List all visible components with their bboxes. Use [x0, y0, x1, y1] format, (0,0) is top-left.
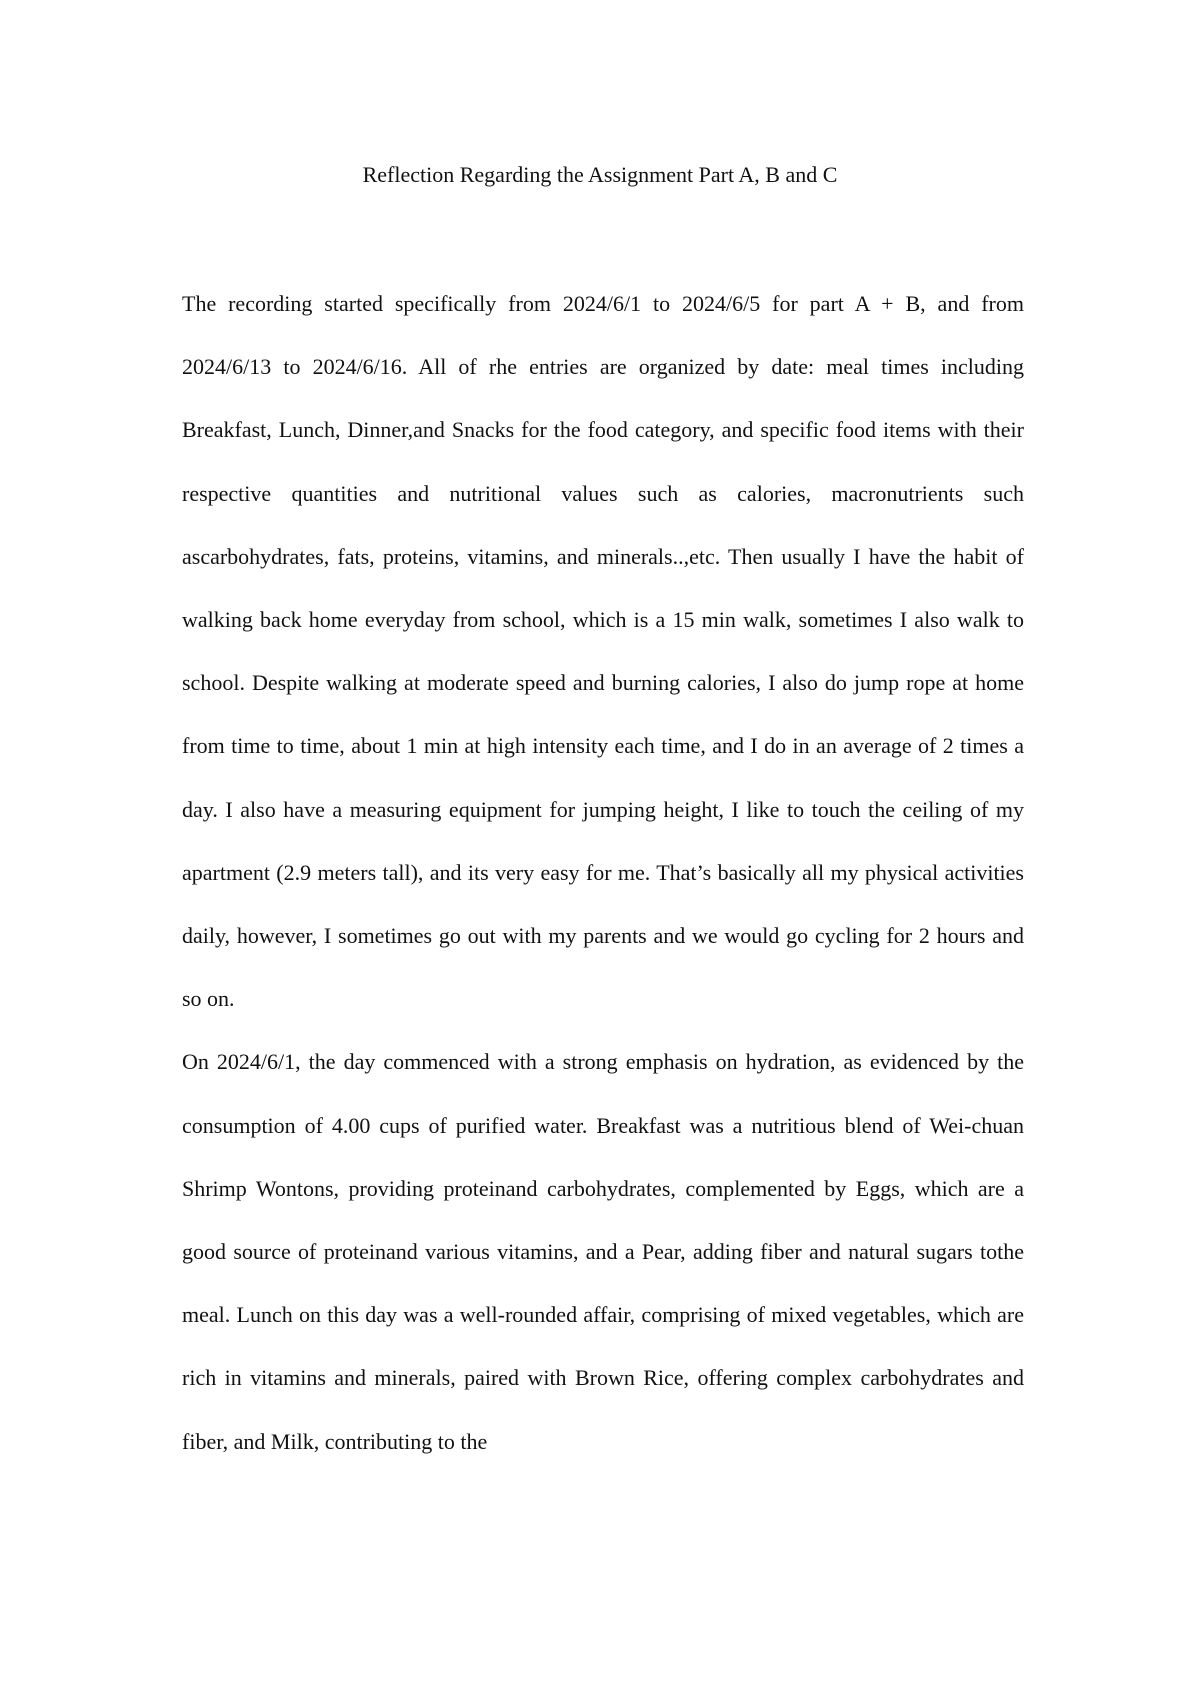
document-title: Reflection Regarding the Assignment Part A, B and C: [362, 162, 838, 187]
paragraph-day-one: On 2024/6/1, the day commenced with a strong emphasis on hydration, as evidenced by the consumption of 4.00 cups of purified water. Breakfast was a nutritious blend of Wei-chuan Shrimp Wontons, providing proteinand carbohydrates, complemented by Eggs, which are a good source of proteinand various vitamins, and a Pear, adding fiber and natural sugars tothe meal. Lunch on this day was a well-rounded affair, comprising of mixed vegetables, which are rich in vitamins and minerals, paired with Brown Rice, offering complex carbohydrates and fiber, and Milk, contributing to the: [182, 1049, 1024, 1454]
paragraph-recording-overview: The recording started specifically from 2024/6/1 to 2024/6/5 for part A + B, and from 2024/6/13 to 2024/6/16. All of rhe entries are organized by date: meal times including Breakfast, Lunch, Dinner,and Snacks for the food category, and specific food items with their respective quantities and nutritional values such as calories, macronutrients such ascarbohydrates, fats, proteins, vitamins, and minerals..,etc. Then usually I have the habit of walking back home everyday from school, which is a 15 min walk, sometimes I also walk to school. Despite walking at moderate speed and burning calories, I also do jump rope at home from time to time, about 1 min at high intensity each time, and I do in an average of 2 times a day. I also have a measuring equipment for jumping height, I like to touch the ceiling of my apartment (2.9 meters tall), and its very easy for me. That’s basically all my physical activities daily, however, I sometimes go out with my parents and we would go cycling for 2 hours and so on.: [182, 291, 1024, 1012]
document-body: [182, 272, 1024, 1473]
